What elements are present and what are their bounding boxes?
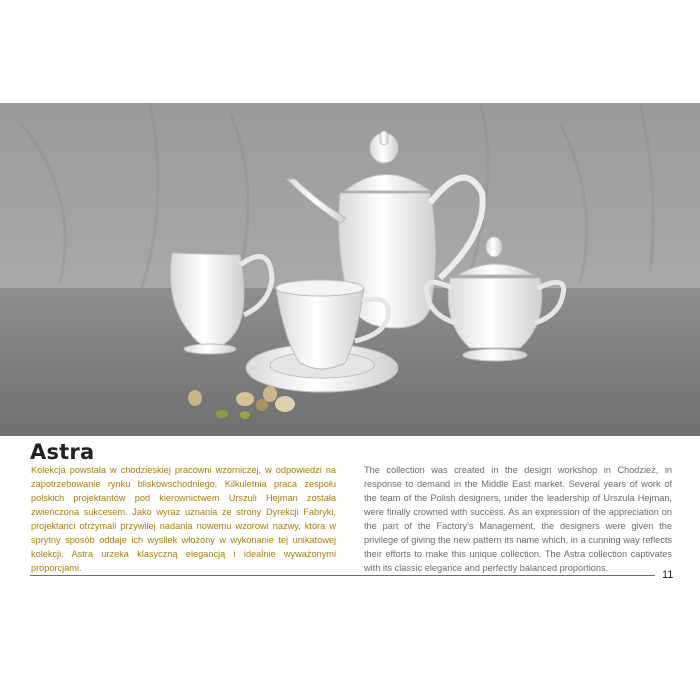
product-title: Astra xyxy=(30,440,95,464)
description-polish: Kolekcja powstała w chodzieskiej pracowni wzorniczej, w odpowiedzi na zapotrzebowanie rynku bliskowschodniego. Kilkuletnia praca zespołu polskich projektantów pod kierownictwem Urszuli Hejman została zwieńczona sukcesem. Jako wyraz uznania ze strony Dyrekcji Fabryki, projektanci otrzymali przywilej nadania nowemu wzorowi nazwy, która w sprytny sposób oddaje ich wysiłek włożony w wykonanie tej unikatowej kolekcji. Astra urzeka klasyczną elegancją i idealnie wyważonymi proporcjami. xyxy=(31,465,336,573)
description-english: The collection was created in the design workshop in Chodzież, in response to demand in the Middle East market. Several years of work of the team of the Polish designers, under the leadership of Urszula Hejman, were finally crowned with success. As an expression of the appreciation on the part of the Factory's Management, the designers were given the privilege of giving the new pattern its name which, in a cunning way reflects their efforts to make this unique collection. The Astra collection captivates with its classic elegance and perfectly balanced proportions. xyxy=(364,465,672,573)
divider xyxy=(30,575,655,576)
product-photo xyxy=(0,103,700,436)
page-number: 11 xyxy=(662,569,674,581)
